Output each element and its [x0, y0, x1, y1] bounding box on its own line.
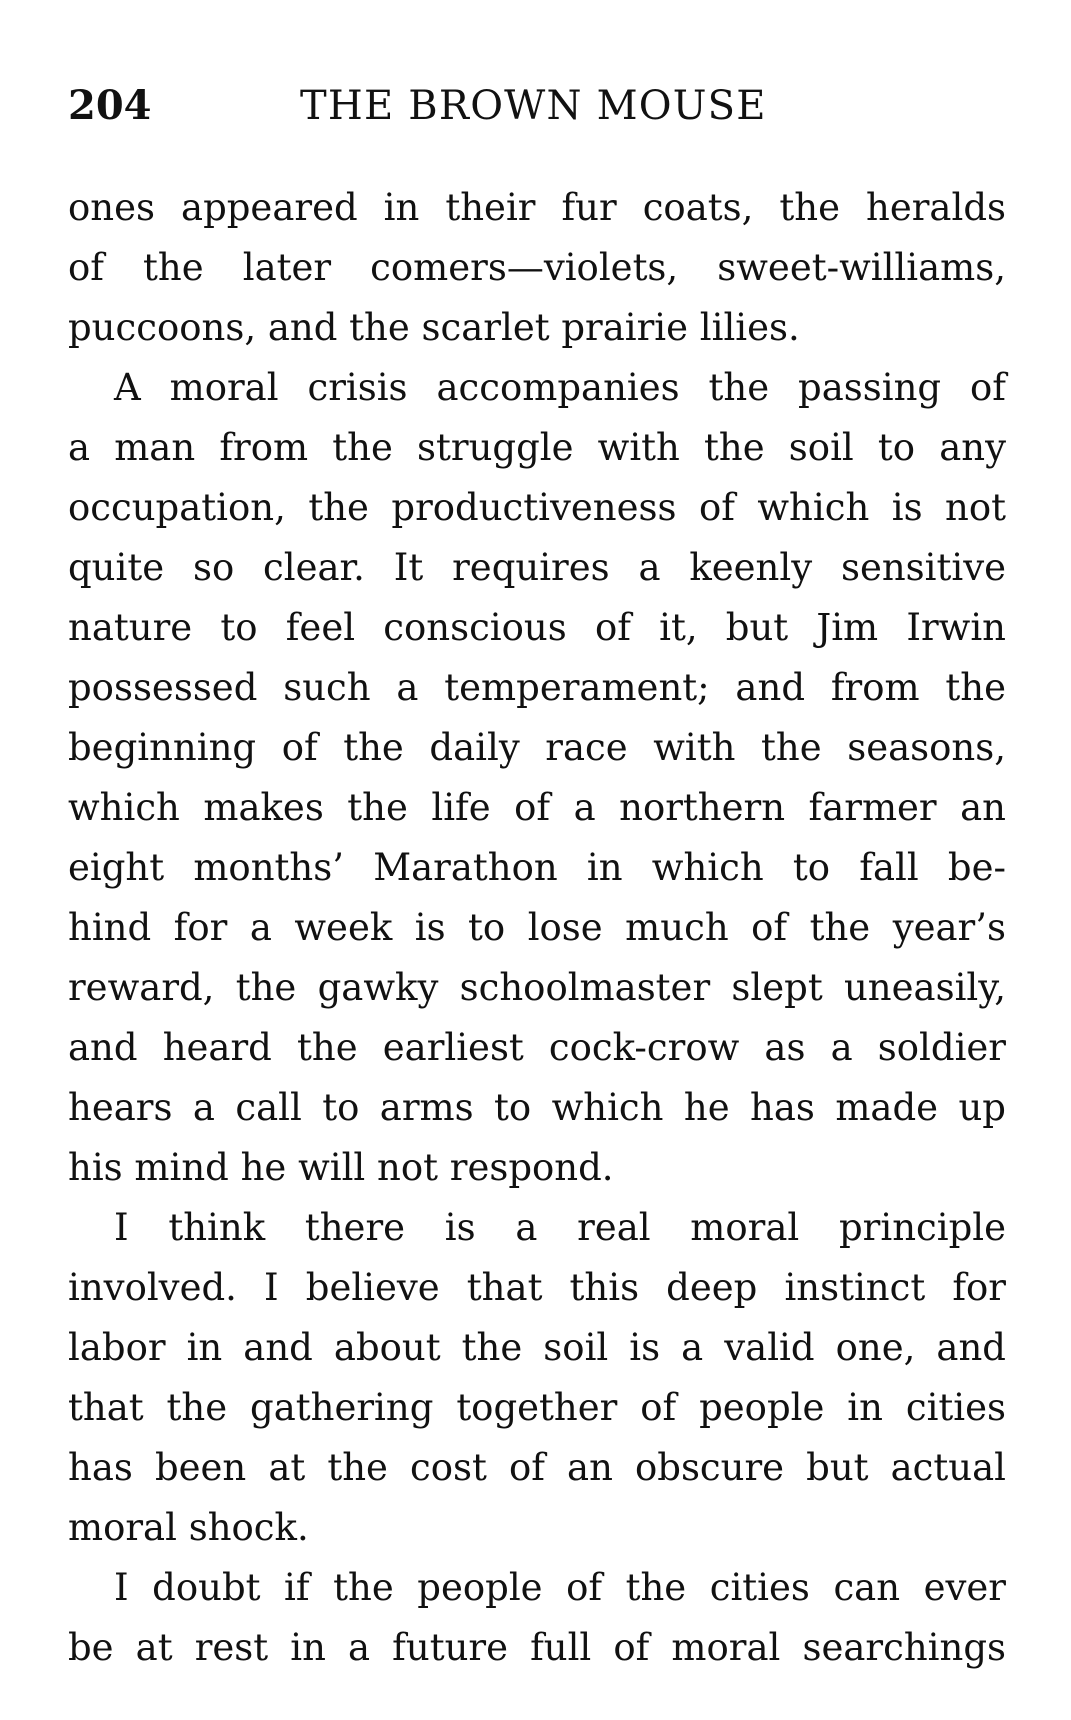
- text-line: that the gathering together of people in cities: [68, 1386, 1006, 1429]
- text-line: I think there is a real moral principle: [114, 1206, 1006, 1249]
- text-line: which makes the life of a northern farmer an: [68, 786, 1006, 829]
- text-line: beginning of the daily race with the seasons,: [68, 726, 1006, 769]
- text-line: labor in and about the soil is a valid one, and: [68, 1326, 1006, 1369]
- text-line: possessed such a temperament; and from the: [68, 666, 1006, 709]
- text-line: be at rest in a future full of moral searchings: [68, 1626, 1006, 1669]
- text-line: reward, the gawky schoolmaster slept uneasily,: [68, 966, 1006, 1009]
- text-line: A moral crisis accompanies the passing of: [114, 366, 1006, 409]
- text-line: has been at the cost of an obscure but actual: [68, 1446, 1006, 1489]
- text-line: nature to feel conscious of it, but Jim Irwin: [68, 606, 1006, 649]
- text-line: eight months’ Marathon in which to fall be-: [68, 846, 1006, 889]
- text-line: puccoons, and the scarlet prairie lilies.: [68, 306, 800, 349]
- running-head-title: THE BROWN MOUSE: [300, 83, 767, 129]
- page-header: [68, 78, 1008, 134]
- body-text: [68, 178, 1006, 1678]
- text-line: a man from the struggle with the soil to any: [68, 426, 1006, 469]
- text-line: his mind he will not respond.: [68, 1146, 614, 1189]
- text-line: and heard the earliest cock-crow as a soldier: [68, 1026, 1006, 1069]
- text-line: quite so clear. It requires a keenly sensitive: [68, 546, 1006, 589]
- text-line: ones appeared in their fur coats, the heralds: [68, 186, 1006, 229]
- page-number: 204: [68, 82, 152, 129]
- text-line: I doubt if the people of the cities can ever: [114, 1566, 1006, 1609]
- text-line: occupation, the productiveness of which is not: [68, 486, 1006, 529]
- text-line: moral shock.: [68, 1506, 309, 1549]
- text-line: hears a call to arms to which he has made up: [68, 1086, 1006, 1129]
- text-line: of the later comers—violets, sweet-williams,: [68, 246, 1006, 289]
- text-line: involved. I believe that this deep instinct for: [68, 1266, 1006, 1309]
- text-line: hind for a week is to lose much of the year’s: [68, 906, 1006, 949]
